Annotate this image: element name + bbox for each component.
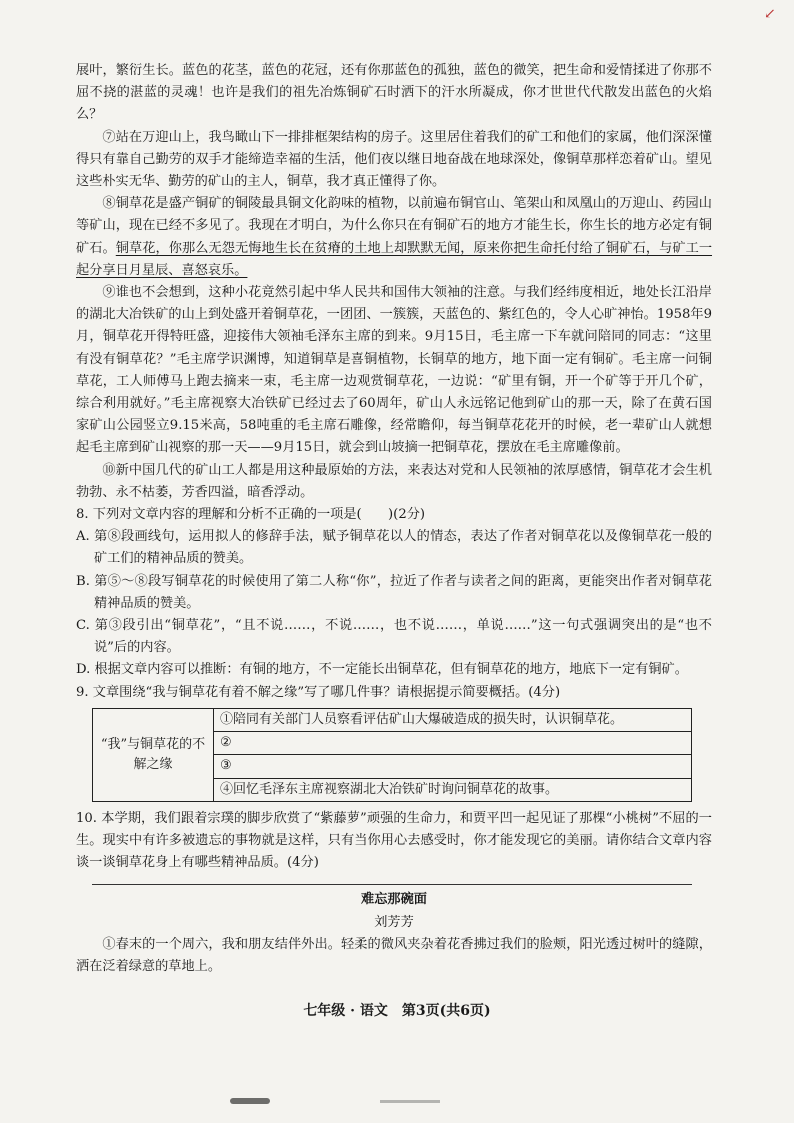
paragraph-10: ⑩新中国几代的矿山工人都是用这种最原始的方法，来表达对党和人民领袖的浓厚感情，铜草花才会生机勃勃、永不枯萎，芳香四溢，暗香浮动。	[76, 462, 712, 500]
paragraph-8-underlined-sentence: 铜草花，你那么无怨无悔地生长在贫瘠的土地上却默默无闻，原来你把生命托付给了铜矿石，与矿工一起分享日月星辰、喜怒哀乐。	[76, 240, 713, 278]
question-9-left-label: “我”与铜草花的不解之缘	[93, 708, 214, 801]
paragraph-7: ⑦站在万迎山上，我鸟瞰山下一排排框架结构的房子。这里居住着我们的矿工和他们的家属，他们深深懂得只有靠自己勤劳的双手才能缔造幸福的生活，他们夜以继日地奋战在地球深处，像铜草那样恋着矿山。望见这些朴实无华、勤劳的矿山的主人，铜草，我才真正懂得了你。	[76, 129, 712, 190]
scan-smudge	[230, 1098, 270, 1104]
passage-author: 刘芳芳	[374, 914, 414, 930]
question-8-option-b: B. 第⑤～⑧段写铜草花的时候使用了第二人称“你”，拉近了作者与读者之间的距离，更能突出作者对铜草花精神品质的赞美。	[76, 573, 712, 611]
page-content	[76, 60, 712, 978]
paragraph-9: ⑨谁也不会想到，这种小花竟然引起中华人民共和国伟大领袖的注意。与我们经纬度相近，地处长江沿岸的湖北大冶铁矿的山上到处盛开着铜草花，一团团、一簇簇，天蓝色的、紫红色的，令人心旷神怡。1958年9月，铜草花开得特旺盛，迎接伟大领袖毛泽东主席的到来。9月15日，毛主席一下车就问陪同的同志：“这里有没有铜草花？”毛主席学识渊博，知道铜草是喜铜植物，长铜草的地方，地下面一定有铜矿。毛主席一问铜草花，工人师傅马上跑去摘来一束，毛主席一边观赏铜草花，一边说：“矿里有铜，开一个矿等于开几个矿，综合利用就好。”毛主席视察大冶铁矿已经过去了60周年，矿山人永远铭记他到矿山的那一天，除了在黄石国家矿山公园竖立9.15米高，58吨重的毛主席石雕像，经常瞻仰，每当铜草花花开的时候，老一辈矿山人就想起毛主席到矿山视察的那一天——9月15日，就会到山坡摘一把铜草花，摆放在毛主席雕像前。	[76, 285, 712, 456]
question-9-row-2[interactable]: ②	[214, 732, 692, 755]
question-9-row-4: ④回忆毛泽东主席视察湖北大冶铁矿时询问铜草花的故事。	[214, 778, 692, 801]
paragraph-6-continued: 展叶，繁衍生长。蓝色的花茎，蓝色的花冠，还有你那蓝色的孤独，蓝色的微笑，把生命和爱情揉进了你那不屈不挠的湛蓝的灵魂！也许是我们的祖先冶炼铜矿石时洒下的汗水所凝成，你才世世代代散发出蓝色的火焰么？	[76, 63, 712, 123]
question-9-stem: 9. 文章围绕“我与铜草花有着不解之缘”写了哪几件事？请根据提示简要概括。(4分)	[76, 684, 561, 700]
question-8-option-c: C. 第③段引出“铜草花”，“且不说……，不说……，也不说……，单说……”这一句式强调突出的是“也不说”后的内容。	[76, 618, 712, 656]
question-8-option-a: A. 第⑧段画线句，运用拟人的修辞手法，赋予铜草花以人的情态，表达了作者对铜草花以及像铜草花一般的矿工们的精神品质的赞美。	[76, 529, 712, 567]
question-9-row-3[interactable]: ③	[214, 755, 692, 778]
page-footer: 七年级 · 语文 第3页(共6页)	[303, 1003, 491, 1019]
answer-line[interactable]	[92, 884, 692, 885]
passage-title: 难忘那碗面	[361, 892, 427, 908]
question-9-table	[92, 708, 692, 802]
paragraph-8-text: ⑧铜草花是盛产铜矿的铜陵最具铜文化韵味的植物，以前遍布铜官山、笔架山和凤凰山的万迎山、药园山等矿山，现在已经不多见了。我现在才明白，为什么你只在有铜矿石的地方才能生长，你生长的地方必定有铜矿石。	[76, 196, 712, 256]
corner-mark: ↙	[764, 6, 776, 22]
passage-paragraph-1: ①春末的一个周六，我和朋友结伴外出。轻柔的微风夹杂着花香拂过我们的脸颊，阳光透过树叶的缝隙，洒在泛着绿意的草地上。	[76, 936, 712, 974]
question-10: 10. 本学期，我们跟着宗璞的脚步欣赏了“紫藤萝”顽强的生命力，和贾平凹一起见证了那棵“小桃树”不屈的一生。现实中有许多被遗忘的事物就是这样，只有当你用心去感受时，你才能发现它的美丽。请你结合文章内容谈一谈铜草花身上有哪些精神品质。(4分)	[76, 810, 712, 871]
question-8-option-d: D. 根据文章内容可以推断：有铜的地方，不一定能长出铜草花，但有铜草花的地方，地底下一定有铜矿。	[76, 662, 688, 678]
paragraph-8	[76, 193, 712, 282]
scan-smudge	[380, 1100, 440, 1103]
question-9-row-1: ①陪同有关部门人员察看评估矿山大爆破造成的损失时，认识铜草花。	[214, 708, 692, 731]
question-8-stem: 8. 下列对文章内容的理解和分析不正确的一项是( )(2分)	[76, 507, 426, 523]
